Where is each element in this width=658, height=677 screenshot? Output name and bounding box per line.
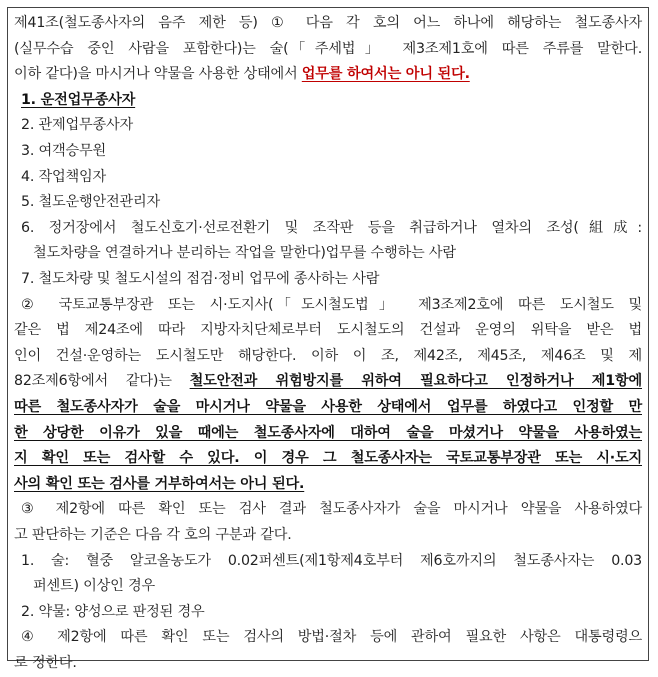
item-7: 7. 철도차량 및 철도시설의 점검·정비 업무에 종사하는 사람	[21, 271, 380, 287]
p4-line-1: ④ 제2항에 따른 확인 또는 검사의 방법·절차 등에 관하여 필요한 사항은 대통령령으	[21, 629, 642, 646]
p1-line-3-text: 이하 같다)을 마시거나 약물을 사용한 상태에서	[14, 66, 302, 83]
p3-line-1: ③ 제2항에 따른 확인 또는 검사 결과 철도종사자가 술을 마시거나 약물을 사용하였다	[21, 501, 642, 518]
p2-emphasis-start: 철도안전과 위험방지를 위하여 필요하다고 인정하거나 제1항에	[189, 373, 642, 390]
p2-line-2: 같은 법 제24조에 따라 지방자치단체로부터 도시철도의 건설과 운영의 위탁을 받은 법	[14, 322, 642, 339]
item-5: 5. 철도운행안전관리자	[21, 194, 160, 211]
p3-item-2: 2. 약물: 양성으로 판정된 경우	[21, 603, 205, 620]
p3-line-2: 고 판단하는 기준은 다음 각 호의 구분과 같다.	[14, 527, 292, 543]
item-6-line-1: 6. 정거장에서 철도신호기·선로전환기 및 조작판 등을 취급하거나 열차의 조성(組成:	[21, 219, 642, 236]
p2-line-1: ② 국토교통부장관 또는 시·도지사(「도시철도법」 제3조제2호에 따른 도시철도 및	[21, 296, 642, 313]
p1-line-2: (실무수습 중인 사람을 포함한다)는 술(「주세법」 제3조제1호에 따른 주류를 말한다.	[14, 40, 642, 57]
item-3: 3. 여객승무원	[21, 143, 106, 159]
p2-line-4	[14, 369, 642, 395]
p1-line-1: 제41조(철도종사자의 음주 제한 등) ① 다음 각 호의 어느 하나에 해당하는 철도종사자	[14, 15, 642, 31]
p4-line-2: 로 정한다.	[14, 655, 77, 671]
p2-line-4-text: 82조제6항에서 같다)는	[14, 373, 190, 390]
item-1: 1. 운전업무종사자	[21, 91, 136, 108]
article-text-box	[7, 7, 649, 671]
item-4: 4. 작업책임자	[21, 168, 106, 185]
item-2: 2. 관제업무종사자	[21, 117, 133, 134]
p2-line-5: 따른 철도종사자가 술을 마시거나 약물을 사용한 상태에서 업무를 하였다고 인정할 만	[14, 399, 642, 415]
item-6-line-2: 철도차량을 연결하거나 분리하는 작업을 말한다)업무를 수행하는 사람	[33, 245, 456, 262]
p2-line-3: 인이 건설·운영하는 도시철도만 해당한다. 이하 이 조, 제42조, 제45조, 제46조 및 제	[14, 347, 642, 364]
p2-line-6: 한 상당한 이유가 있을 때에는 철도종사자에 대하여 술을 마셨거나 약물을 사용하였는	[14, 424, 642, 441]
p3-item-1-line-1: 1. 술: 혈중 알코올농도가 0.02퍼센트(제1항제4호부터 제6호까지의 철도종사자는 0.03	[21, 552, 642, 569]
p2-line-7: 지 확인 또는 검사할 수 있다. 이 경우 그 철도종사자는 국토교통부장관 또는 시·도지	[14, 450, 642, 467]
p1-line-3	[14, 62, 642, 88]
p3-item-1-line-2: 퍼센트) 이상인 경우	[33, 578, 155, 595]
p2-line-8: 사의 확인 또는 검사를 거부하여서는 아니 된다.	[14, 475, 305, 492]
prohibition-emphasis: 업무를 하여서는 아니 된다.	[301, 66, 470, 83]
